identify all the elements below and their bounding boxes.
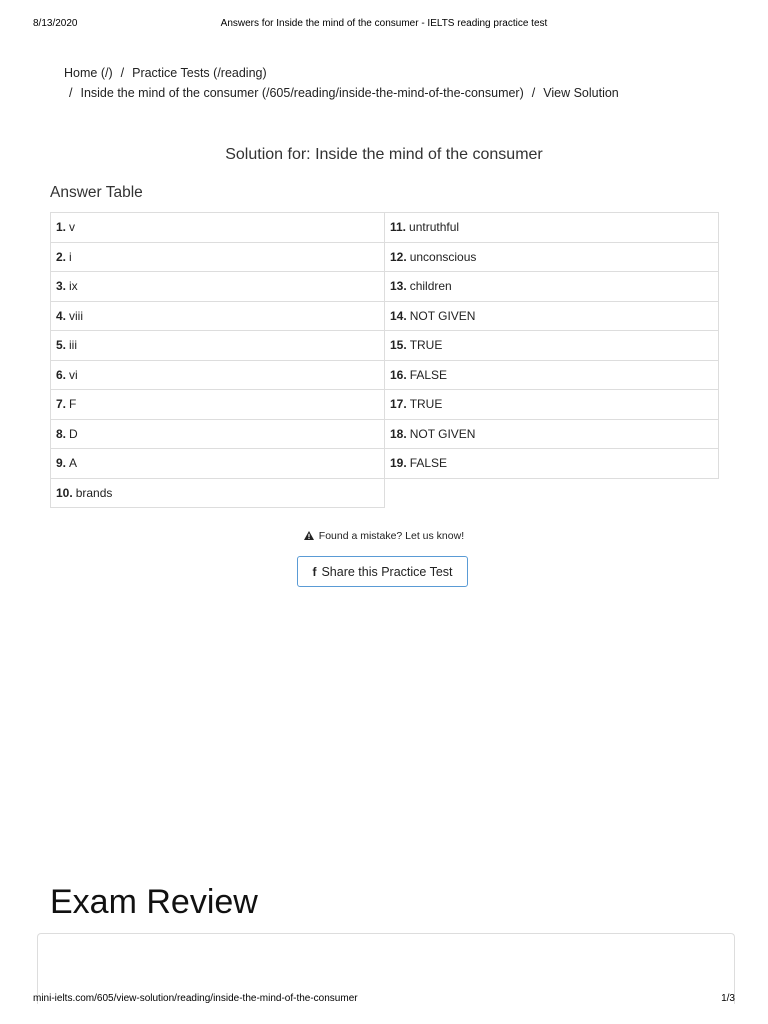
answer-number: 9. [56, 456, 67, 471]
answer-number: 2. [56, 249, 67, 264]
answer-value: v [69, 220, 76, 235]
table-row [51, 449, 719, 479]
print-title: Answers for Inside the mind of the consumer - IELTS reading practice test [220, 18, 548, 29]
answer-value: children [409, 279, 452, 294]
print-url: mini-ielts.com/605/view-solution/reading/inside-the-mind-of-the-consumer [33, 993, 358, 1004]
answer-value: viii [69, 308, 84, 323]
answer-value: unconscious [409, 249, 477, 264]
answer-number: 13. [390, 279, 407, 294]
table-row [51, 301, 719, 331]
print-page-number: 1/3 [721, 993, 735, 1004]
answer-value: F [69, 397, 77, 412]
answer-cell [51, 272, 385, 302]
breadcrumb-line-1 [64, 66, 267, 80]
answer-value: TRUE [409, 338, 443, 353]
answer-number: 17. [390, 397, 407, 412]
answer-cell [385, 272, 719, 302]
empty-cell [385, 478, 719, 508]
table-row [51, 213, 719, 243]
facebook-icon: f [312, 564, 317, 579]
answer-cell [51, 213, 385, 243]
solution-title: Solution for: Inside the mind of the consumer [225, 146, 543, 163]
answer-value: FALSE [409, 456, 448, 471]
answer-cell [385, 331, 719, 361]
answer-number: 12. [390, 249, 407, 264]
answer-number: 3. [56, 279, 67, 294]
answer-value: NOT GIVEN [409, 308, 476, 323]
answer-number: 16. [390, 367, 407, 382]
answer-number: 6. [56, 367, 67, 382]
answer-table-heading: Answer Table [50, 184, 143, 201]
answer-number: 11. [390, 220, 407, 235]
breadcrumb-separator: / [531, 86, 536, 100]
answer-value: NOT GIVEN [409, 426, 476, 441]
answer-cell [385, 213, 719, 243]
report-mistake[interactable] [0, 530, 768, 542]
breadcrumb-practice-tests-link[interactable]: Practice Tests (/reading) [132, 66, 267, 80]
table-row [51, 331, 719, 361]
share-button-label: Share this Practice Test [321, 564, 453, 579]
answer-cell [51, 242, 385, 272]
answer-number: 5. [56, 338, 67, 353]
answer-number: 14. [390, 308, 407, 323]
answer-cell [385, 419, 719, 449]
answer-value: iii [69, 338, 78, 353]
breadcrumb-line-2 [69, 86, 619, 100]
answer-number: 8. [56, 426, 67, 441]
answer-cell [51, 449, 385, 479]
breadcrumb-current: View Solution [543, 86, 619, 100]
answer-number: 7. [56, 397, 67, 412]
breadcrumb-test-link[interactable]: Inside the mind of the consumer (/605/reading/inside-the-mind-of-the-consumer) [80, 86, 524, 100]
report-mistake-text: Found a mistake? Let us know! [318, 530, 465, 542]
table-row [51, 242, 719, 272]
exam-review-heading: Exam Review [50, 883, 258, 921]
answer-table [50, 212, 719, 508]
breadcrumb-separator: / [120, 66, 125, 80]
answer-value: A [69, 456, 78, 471]
print-date: 8/13/2020 [33, 18, 78, 29]
breadcrumb-separator: / [69, 86, 73, 100]
answer-value: i [69, 249, 72, 264]
answer-cell [385, 301, 719, 331]
answer-number: 15. [390, 338, 407, 353]
table-row [51, 419, 719, 449]
warning-icon [304, 531, 314, 542]
answer-value: vi [69, 367, 78, 382]
answer-number: 10. [56, 485, 73, 500]
answer-number: 19. [390, 456, 407, 471]
answer-value: FALSE [409, 367, 448, 382]
print-header [0, 18, 768, 32]
table-row [51, 478, 719, 508]
answer-cell [51, 331, 385, 361]
breadcrumb-home-link[interactable]: Home (/) [64, 66, 113, 80]
answer-cell [51, 301, 385, 331]
answer-value: untruthful [409, 220, 460, 235]
table-row [51, 360, 719, 390]
answer-cell [385, 242, 719, 272]
answer-cell [385, 390, 719, 420]
answer-number: 4. [56, 308, 67, 323]
table-row [51, 272, 719, 302]
answer-value: ix [69, 279, 78, 294]
answer-number: 18. [390, 426, 407, 441]
table-row [51, 390, 719, 420]
answer-value: TRUE [409, 397, 443, 412]
answer-cell [51, 419, 385, 449]
answer-value: D [69, 426, 78, 441]
answer-number: 1. [56, 220, 67, 235]
answer-cell [51, 390, 385, 420]
share-practice-test-button[interactable] [297, 556, 468, 587]
answer-cell [51, 360, 385, 390]
answer-cell [51, 478, 385, 508]
answer-cell [385, 449, 719, 479]
answer-value: brands [75, 485, 113, 500]
print-footer [0, 993, 768, 1007]
answer-cell [385, 360, 719, 390]
